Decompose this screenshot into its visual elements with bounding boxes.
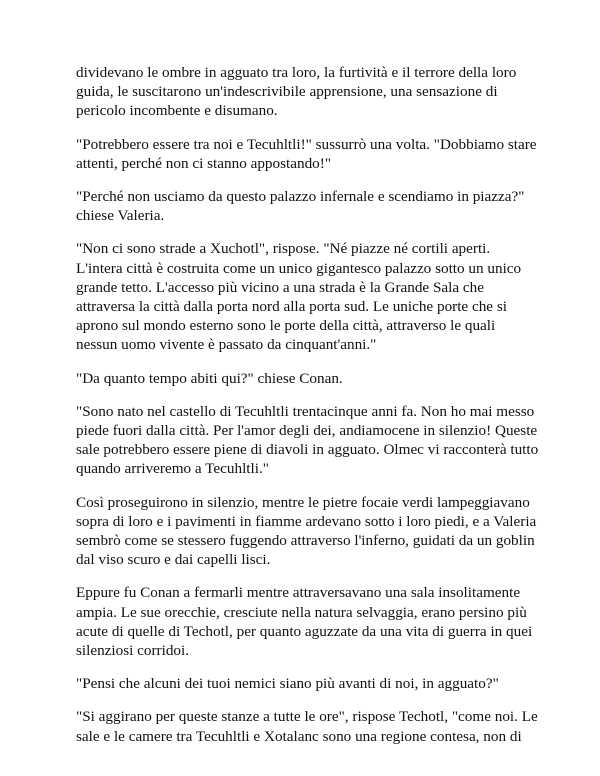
paragraph: [76, 402, 539, 479]
text-line: pericolo incombente e disumano.: [76, 102, 278, 120]
text-line: sembrò come se stessero fuggendo attraverso l'inferno, guidati da un goblin: [76, 532, 535, 550]
text-line: sale e le camere tra Tecuhltli e Xotalanc sono una regione contesa, non di: [76, 727, 522, 745]
text-line: "Non ci sono strade a Xuchotl", rispose. "Né piazze né cortili aperti.: [76, 240, 491, 258]
paragraph: [76, 63, 526, 121]
text-line: "Si aggirano per queste stanze a tutte le ore", rispose Techotl, "come noi. Le: [76, 708, 538, 726]
paragraph: [76, 369, 526, 388]
text-line: nessun uomo vivente è passato da cinquant'anni.": [76, 336, 377, 354]
paragraph: [76, 583, 533, 660]
paragraph: [76, 187, 526, 225]
text-line: attraversa la città dalla porta nord alla porta sud. Le uniche porte che si: [76, 298, 507, 316]
text-line: attenti, perché non ci stanno appostando!": [76, 154, 332, 172]
text-line: quando arriveremo a Tecuhltli.": [76, 460, 269, 478]
text-line: "Potrebbero essere tra noi e Tecuhltli!" sussurrò una volta. "Dobbiamo stare: [76, 135, 537, 153]
paragraph: [76, 135, 537, 173]
text-line: L'intera città è costruita come un unico gigantesco palazzo sotto un unico: [76, 259, 522, 277]
text-line: silenziosi corridoi.: [76, 642, 190, 660]
text-line: Così proseguirono in silenzio, mentre le pietre focaie verdi lampeggiavano: [76, 493, 530, 511]
text-line: chiese Valeria.: [76, 207, 165, 225]
document-page: [76, 63, 539, 760]
text-line: acute di quelle di Techotl, per quanto aguzzate da una vita di guerra in quei: [76, 622, 533, 640]
text-line: "Perché non usciamo da questo palazzo infernale e scendiamo in piazza?": [76, 188, 525, 206]
text-line: sale potrebbero essere piene di diavoli in agguato. Olmec vi racconterà tutto: [76, 441, 539, 459]
text-line: aprono sul mondo esterno sono le porte della città, attraverso le quali: [76, 317, 496, 335]
paragraph: [76, 493, 537, 570]
paragraph: [76, 707, 538, 745]
paragraph: [76, 674, 526, 693]
text-line: ampia. Le sue orecchie, cresciute nella natura selvaggia, erano persino più: [76, 603, 527, 621]
text-line: guida, le suscitarono un'indescrivibile apprensione, una sensazione di: [76, 83, 498, 101]
text-line: Eppure fu Conan a fermarli mentre attraversavano una sala insolitamente: [76, 584, 521, 602]
text-line: dividevano le ombre in agguato tra loro, la furtività e il terrore della loro: [76, 64, 517, 81]
text-line: dal viso scuro e dai capelli lisci.: [76, 551, 271, 569]
text-line: piede fuori dalla città. Per l'amor degli dei, andiamocene in silenzio! Queste: [76, 422, 538, 440]
text-line: "Da quanto tempo abiti qui?" chiese Conan.: [76, 369, 343, 387]
paragraph: [76, 239, 526, 354]
text-line: sopra di loro e i pavimenti in fiamme ardevano sotto i loro piedi, e a Valeria: [76, 512, 537, 530]
text-line: "Pensi che alcuni dei tuoi nemici siano più avanti di noi, in agguato?": [76, 675, 499, 693]
text-line: "Sono nato nel castello di Tecuhltli trentacinque anni fa. Non ho mai messo: [76, 402, 535, 420]
text-line: grande tetto. L'accesso più vicino a una strada è la Grande Sala che: [76, 278, 484, 296]
